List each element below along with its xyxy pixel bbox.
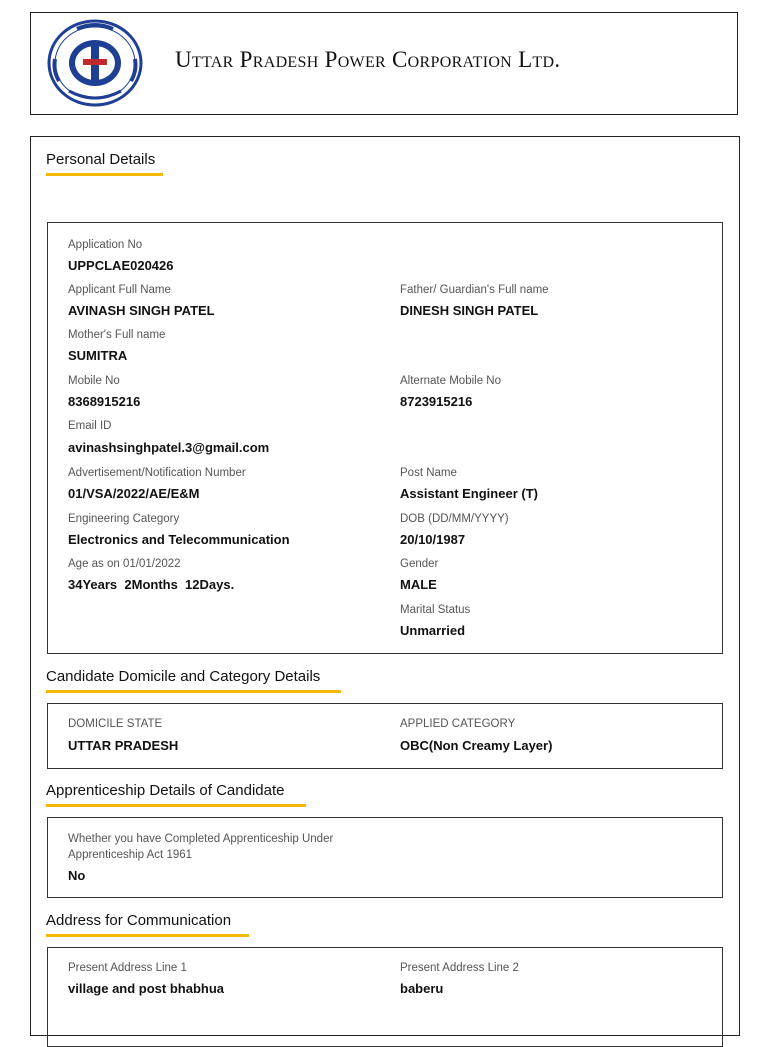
header-banner [30, 12, 738, 115]
domicile-state-value: UTTAR PRADESH [68, 738, 179, 753]
mobile-label: Mobile No [68, 375, 120, 387]
personal-details-heading: Personal Details [46, 151, 156, 168]
age-value: 34Years 2Months 12Days. [68, 577, 235, 592]
personal-details-underline [46, 173, 163, 176]
address-heading: Address for Communication [46, 912, 232, 929]
eng-category-value: Electronics and Telecommunication [68, 532, 290, 547]
applicant-name-value: AVINASH SINGH PATEL [68, 303, 215, 318]
address-line2-value: baberu [400, 981, 444, 996]
age-label: Age as on 01/01/2022 [68, 558, 181, 570]
mother-name-label: Mother's Full name [68, 329, 166, 341]
eng-category-label: Engineering Category [68, 513, 180, 525]
application-no-value: UPPCLAE020426 [68, 258, 174, 273]
apprenticeship-heading: Apprenticeship Details of Candidate [46, 782, 285, 799]
dob-label: DOB (DD/MM/YYYY) [400, 513, 509, 525]
alt-mobile-value: 8723915216 [400, 394, 473, 409]
apprenticeship-label-line1: Whether you have Completed Apprenticeship Under [68, 833, 334, 845]
domicile-underline [46, 690, 341, 693]
application-no-label: Application No [68, 239, 143, 251]
application-details-panel [30, 136, 740, 1036]
organization-title: Uttar Pradesh Power Corporation Ltd. [175, 47, 561, 72]
address-underline [46, 934, 249, 937]
advt-no-value: 01/VSA/2022/AE/E&M [68, 486, 200, 501]
mother-name-value: SUMITRA [68, 348, 128, 363]
father-name-label: Father/ Guardian's Full name [400, 284, 549, 296]
apprenticeship-underline [46, 804, 306, 807]
uppcl-logo-icon [47, 19, 143, 107]
domicile-card [47, 703, 723, 769]
email-label: Email ID [68, 420, 112, 432]
alt-mobile-label: Alternate Mobile No [400, 375, 501, 387]
gender-value: MALE [400, 577, 437, 592]
mobile-value: 8368915216 [68, 394, 141, 409]
address-line2-label: Present Address Line 2 [400, 962, 519, 974]
address-card [47, 947, 723, 1047]
applicant-name-label: Applicant Full Name [68, 284, 171, 296]
post-name-label: Post Name [400, 467, 457, 479]
post-name-value: Assistant Engineer (T) [400, 486, 538, 501]
applied-category-label: APPLIED CATEGORY [400, 718, 516, 730]
email-value: avinashsinghpatel.3@gmail.com [68, 440, 270, 455]
address-line1-label: Present Address Line 1 [68, 962, 187, 974]
apprenticeship-card [47, 817, 723, 898]
gender-label: Gender [400, 558, 439, 570]
marital-status-value: Unmarried [400, 623, 466, 638]
personal-details-card [47, 222, 723, 654]
apprenticeship-value: No [68, 868, 86, 883]
applied-category-value: OBC(Non Creamy Layer) [400, 738, 553, 753]
marital-status-label: Marital Status [400, 604, 471, 616]
domicile-state-label: DOMICILE STATE [68, 718, 163, 730]
dob-value: 20/10/1987 [400, 532, 466, 547]
address-line1-value: village and post bhabhua [68, 981, 225, 996]
domicile-heading: Candidate Domicile and Category Details [46, 668, 321, 685]
apprenticeship-label-line2: Apprenticeship Act 1961 [68, 849, 193, 861]
father-name-value: DINESH SINGH PATEL [400, 303, 539, 318]
advt-no-label: Advertisement/Notification Number [68, 467, 246, 479]
